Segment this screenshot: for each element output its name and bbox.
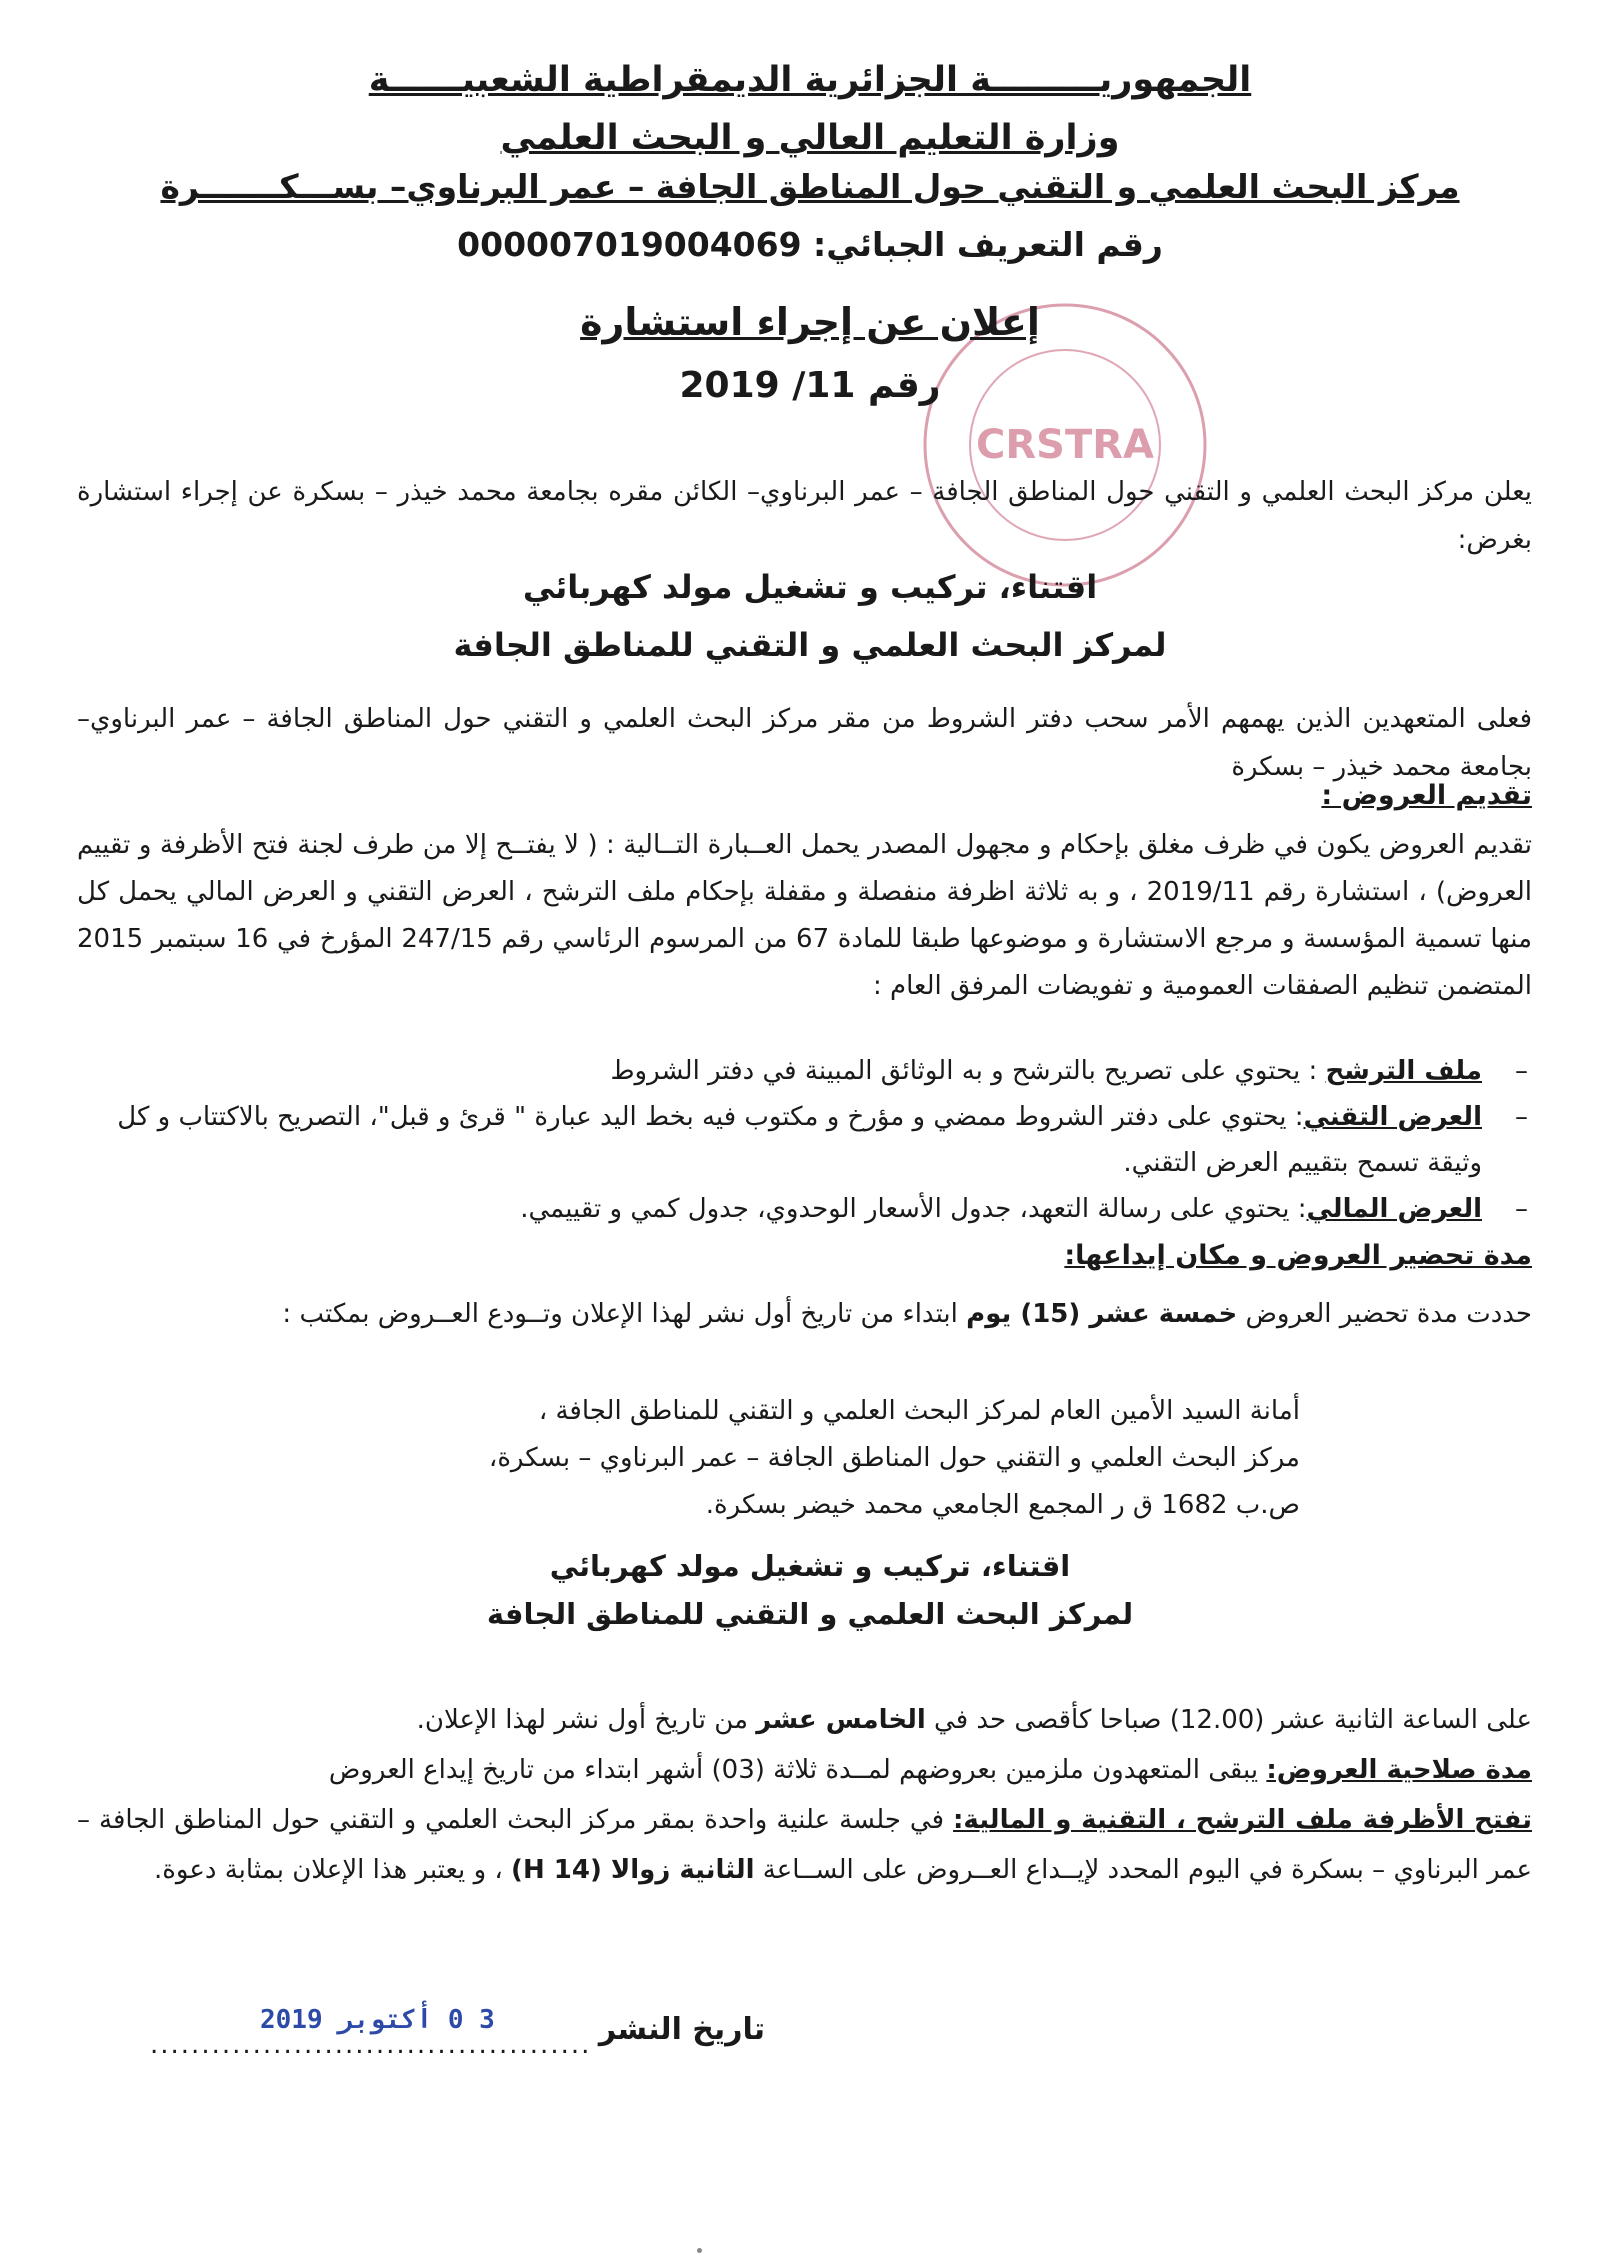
seal-text: CRSTRA: [975, 422, 1155, 468]
header-republic: الجمهوريـــــــــة الجزائرية الديمقراطية الشعبيــــــة: [368, 60, 1252, 100]
header-ministry: وزارة التعليم العالي و البحث العلمي: [500, 118, 1120, 158]
address-line: مركز البحث العلمي و التقني حول المناطق الجافة – عمر البرناوي – بسكرة،: [488, 1443, 1300, 1473]
intro-paragraph: يعلن مركز البحث العلمي و التقني حول المناطق الجافة – عمر البرناوي– الكائن مقره بجامعة محمد خيذر – بسكرة عن إجراء استشارة بغرض:: [77, 477, 1532, 555]
item-text: : يحتوي على دفتر الشروط ممضي و مؤرخ و مكتوب فيه بخط اليد عبارة " قرئ و قبل"، التصريح بالاكتتاب و كل وثيقة تسمح بتقييم العرض التقني.: [117, 1102, 1482, 1178]
publication-date-label: تاريخ النشر: [598, 2012, 765, 2047]
offers-heading: تقديم العروض :: [1321, 780, 1532, 811]
header-tax-id: رقم التعريف الجبائي: 000007019004069: [457, 225, 1163, 264]
item-label: العرض التقني: [1303, 1102, 1482, 1132]
opening-line: تفتح الأظرفة ملف الترشح ، التقنية و المالية: في جلسة علنية واحدة بمقر مركز البحث العلمي و التقني حول المناطق الجافة – عمر البرناوي – بسكرة في اليوم المحدد لإيــداع العــروض على الســاعة الثانية زوالا (14 H) ، و يعتبر هذا الإعلان بمثابة دعوة.: [77, 1805, 1532, 1885]
address-line: ص.ب 1682 ق ر المجمع الجامعي محمد خيضر بسكرة.: [705, 1490, 1300, 1520]
withdraw-paragraph: فعلى المتعهدين الذين يهمهم الأمر سحب دفتر الشروط من مقر مركز البحث العلمي و التقني حول المناطق الجافة – عمر البرناوي– بجامعة محمد خيذر – بسكرة: [77, 704, 1532, 782]
subject-line-2: لمركز البحث العلمي و التقني للمناطق الجافة: [453, 626, 1167, 664]
item-text: : يحتوي على تصريح بالترشح و به الوثائق المبينة في دفتر الشروط: [610, 1056, 1326, 1086]
publication-date-stamp: 3 0 أكتوبر 2019: [260, 2005, 495, 2035]
header-center: مركز البحث العلمي و التقني حول المناطق الجافة – عمر البرناوي– بســـكـــــــرة: [160, 167, 1460, 206]
subject-block-repeat: [150, 1542, 1470, 1638]
subject-block: [150, 558, 1470, 674]
address-line: أمانة السيد الأمين العام لمركز البحث العلمي و التقني للمناطق الجافة ،: [538, 1396, 1300, 1426]
duration-paragraph: حددت مدة تحضير العروض خمسة عشر (15) يوم ابتداء من تاريخ أول نشر لهذا الإعلان وتــودع العــروض بمكتب :: [282, 1299, 1532, 1329]
closing-block: [77, 1695, 1532, 1895]
address-block: [300, 1388, 1300, 1529]
announcement-number: رقم 11/ 2019: [679, 365, 941, 406]
validity-line: مدة صلاحية العروض: يبقى المتعهدون ملزمين بعروضهم لمــدة ثلاثة (03) أشهر ابتداء من تاريخ إيداع العروض: [328, 1755, 1532, 1785]
subject-line-1: اقتناء، تركيب و تشغيل مولد كهربائي: [522, 568, 1098, 606]
list-item: – العرض المالي: يحتوي على رسالة التعهد، جدول الأسعار الوحدوي، جدول كمي و تقييمي.: [520, 1194, 1528, 1224]
deadline-line: على الساعة الثانية عشر (12.00) صباحا كأقصى حد في الخامس عشر من تاريخ أول نشر لهذا الإعلان.: [416, 1705, 1532, 1735]
item-label: العرض المالي: [1306, 1194, 1482, 1224]
scan-speck: [697, 2248, 702, 2253]
subject-line-2: لمركز البحث العلمي و التقني للمناطق الجافة: [486, 1597, 1134, 1631]
announcement-title: إعلان عن إجراء استشارة: [580, 300, 1040, 344]
offers-list: [77, 1048, 1532, 1232]
list-item: – ملف الترشح : يحتوي على تصريح بالترشح و به الوثائق المبينة في دفتر الشروط: [610, 1056, 1528, 1086]
publication-date-dots: ...........................................: [150, 2030, 592, 2060]
item-label: ملف الترشح: [1325, 1056, 1482, 1086]
item-text: : يحتوي على رسالة التعهد، جدول الأسعار الوحدوي، جدول كمي و تقييمي.: [520, 1194, 1307, 1224]
list-item: – العرض التقني: يحتوي على دفتر الشروط ممضي و مؤرخ و مكتوب فيه بخط اليد عبارة " قرئ و قبل"، التصريح بالاكتتاب و كل وثيقة تسمح بتقييم العرض التقني.: [117, 1102, 1528, 1178]
subject-line-1: اقتناء، تركيب و تشغيل مولد كهربائي: [549, 1549, 1071, 1583]
duration-heading: مدة تحضير العروض و مكان إيداعها:: [1064, 1240, 1532, 1271]
offers-paragraph: تقديم العروض يكون في ظرف مغلق بإحكام و مجهول المصدر يحمل العــبارة التــالية : ( لا يفتــح إلا من طرف لجنة فتح الأظرفة و تقييم العروض) ، استشارة رقم 2019/11 ، و به ثلاثة اظرفة منفصلة و مقفلة بإحكام ملف الترشح ، العرض التقني و العرض المالي يحمل كل منها تسمية المؤسسة و مرجع الاستشارة و موضوعها طبقا للمادة 67 من المرسوم الرئاسي رقم 247/15 المؤرخ في 16 سبتمبر 2015 المتضمن تنظيم الصفقات العمومية و تفويضات المرفق العام :: [77, 830, 1532, 1001]
